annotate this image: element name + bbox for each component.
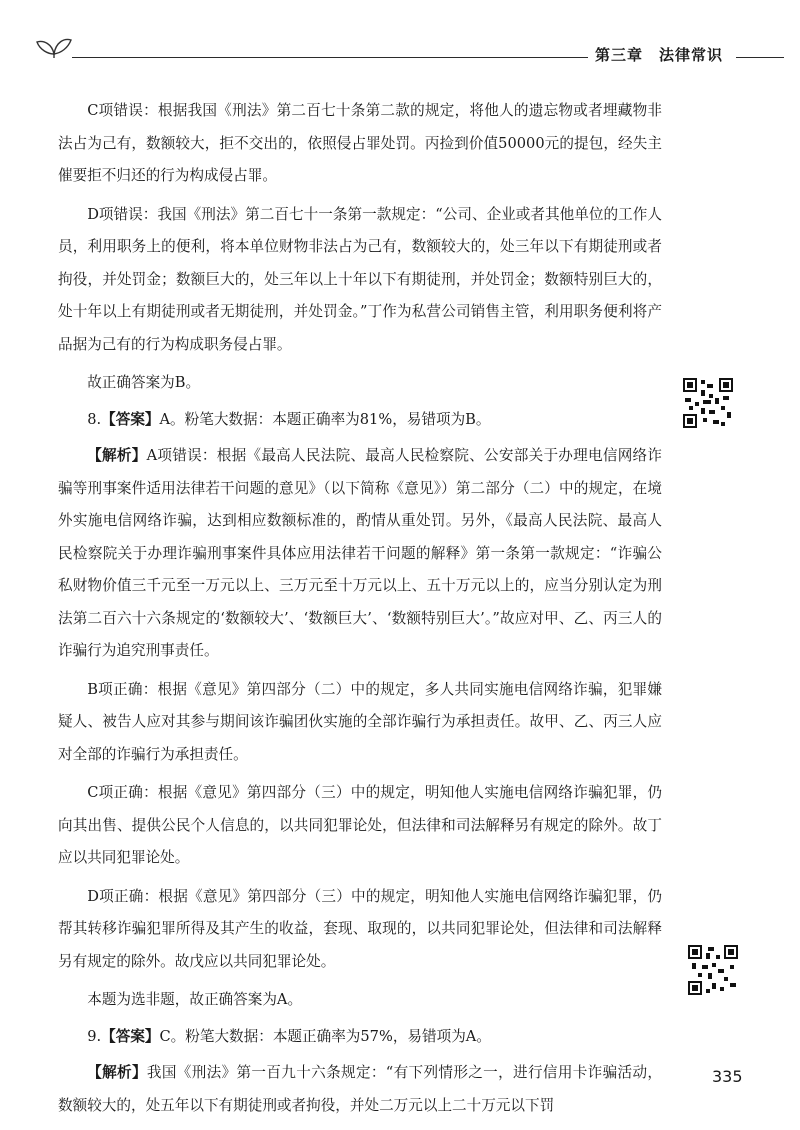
q8-analysis: [58, 440, 662, 668]
q9-answer-line: [58, 1021, 662, 1054]
q9-number: 9.: [87, 1027, 102, 1045]
q8-option-b: B项正确：根据《意见》第四部分（二）中的规定，多人共同实施电信网络诈骗，犯罪嫌疑人、被告人应对其参与期间该诈骗团伙实施的全部诈骗行为承担责任。故甲、乙、丙三人应对全部的诈骗行为承担责任。: [58, 680, 662, 763]
q8-answer-text: A。粉笔大数据：本题正确率为81%，易错项为B。: [159, 410, 491, 428]
q9-analysis: [58, 1057, 662, 1122]
q8-number: 8.: [87, 410, 102, 428]
q8-analysis-text: A项错误：根据《最高人民法院、最高人民检察院、公安部关于办理电信网络诈骗等刑事案件适用法律若干问题的意见》（以下简称《意见》）第二部分（二）中的规定，在境外实施电信网络诈骗，达到相应数额标准的，酌情从重处罚。另外，《最高人民法院、最高人民检察院关于办理诈骗刑事案件具体应用法律若干问题的解释》第一条第一款规定：“诈骗公私财物价值三千元至一万元以上、三万元至十万元以上、五十万元以上的，应当分别认定为刑法第二百六十六条规定的‘数额较大’、‘数额巨大’、‘数额特别巨大’。”故应对甲、乙、丙三人的诈骗行为追究刑事责任。: [58, 447, 662, 659]
header-rule-left: [72, 57, 588, 58]
paragraph-c-option: C项错误：根据我国《刑法》第二百七十条第二款的规定，将他人的遗忘物或者埋藏物非法占为己有，数额较大，拒不交出的，依照侵占罪处罚。丙捡到价值50000元的提包，经失主催要拒不归还的行为构成侵占罪。: [58, 102, 662, 184]
page-body: [58, 95, 662, 1122]
q8-answer-line: [58, 404, 662, 437]
header-rule-right: [736, 57, 784, 58]
q8-option-d: D项正确：根据《意见》第四部分（三）中的规定，明知他人实施电信网络诈骗犯罪，仍帮其转移诈骗犯罪所得及其产生的收益，套现、取现的，以共同犯罪论处，但法律和司法解释另有规定的除外。故戊应以共同犯罪论处。: [58, 887, 662, 970]
analysis-tag: 【解析】: [87, 1064, 147, 1081]
analysis-tag: 【解析】: [87, 447, 147, 464]
paragraph-d-option: D项错误：我国《刑法》第二百七十一条第一款规定：“公司、企业或者其他单位的工作人员，利用职务上的便利，将本单位财物非法占为己有，数额较大的，处三年以下有期徒刑或者拘役，并处罚金；数额巨大的，处三年以上十年以下有期徒刑，并处罚金；数额特别巨大的，处十年以上有期徒刑或者无期徒刑，并处罚金。”丁作为私营公司销售主管，利用职务便利将产品据为己有的行为构成职务侵占罪。: [58, 205, 662, 353]
qr-code-icon: [688, 945, 738, 995]
page-number: 335: [712, 1067, 743, 1086]
chapter-title: 第三章 法律常识: [589, 44, 729, 65]
answer-tag: 【答案】: [101, 1027, 160, 1045]
paragraph-conclusion: 故正确答案为B。: [87, 374, 201, 391]
q9-analysis-text: 我国《刑法》第一百九十六条规定：“有下列情形之一，进行信用卡诈骗活动，数额较大的，处五年以下有期徒刑或者拘役，并处二万元以上二十万元以下罚: [58, 1064, 662, 1114]
leaf-logo-icon: [34, 34, 74, 58]
q8-conclusion: 本题为选非题，故正确答案为A。: [87, 991, 303, 1008]
answer-tag: 【答案】: [101, 410, 160, 428]
qr-code-icon: [683, 378, 733, 428]
q8-option-c: C项正确：根据《意见》第四部分（三）中的规定，明知他人实施电信网络诈骗犯罪，仍向其出售、提供公民个人信息的，以共同犯罪论处，但法律和司法解释另有规定的除外。故丁应以共同犯罪论处。: [58, 784, 662, 866]
q9-answer-text: C。粉笔大数据：本题正确率为57%，易错项为A。: [159, 1027, 491, 1045]
